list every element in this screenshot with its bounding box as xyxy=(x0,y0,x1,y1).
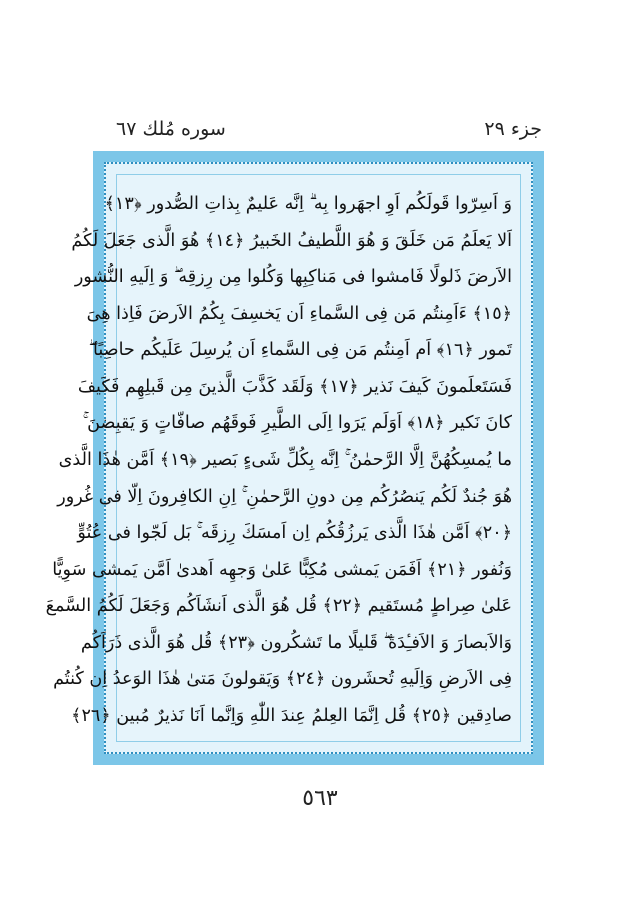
header-surah: سوره مُلك ٦٧ xyxy=(116,118,226,140)
verse-line: هُوَ جُندٌ لَكُم يَنصُرُكُم مِن دونِ الرَّحمٰنِ ۚ اِنِ الكافِرونَ اِلّا فى غُرور xyxy=(57,486,512,507)
verse-line: فَسَتَعلَمونَ كَيفَ نَذير ﴿١٧﴾ وَلَقَد كَذَّبَ الَّذينَ مِن قَبلِهِم فَكَيفَ xyxy=(77,376,512,397)
verse-line: تَمور ﴿١٦﴾ اَم اَمِنتُم مَن فِى السَّماءِ اَن يُرسِلَ عَلَيكُم حاصِبًا ۖ xyxy=(88,340,512,361)
verse-line: وَنُفور ﴿٢١﴾ اَفَمَن يَمشى مُكِبًّا عَلىٰ وَجهِه اَهدىٰ اَمَّن يَمشى سَوِيًّا xyxy=(52,559,512,580)
verse-line: كانَ نَكير ﴿١٨﴾ اَوَلَم يَرَوا اِلَى الطَّيرِ فَوقَهُم صافّاتٍ وَ يَقبِضنَ ۚ xyxy=(82,413,512,434)
verse-line: اَلا يَعلَمُ مَن خَلَقَ وَ هُوَ اللَّطيفُ الخَبيرُ ﴿١٤﴾ هُوَ الَّذى جَعَلَ لَكُمُ xyxy=(71,230,512,251)
header-juz: جزء ٢٩ xyxy=(484,118,542,140)
page-number: ٥٦٣ xyxy=(302,786,338,811)
decorative-frame xyxy=(45,151,544,765)
verse-line: وَالاَبصارَ وَ الاَفـِٔدَةَ ۖ قَليلًا ما تَشكُرون ﴿٢٣﴾ قُل هُوَ الَّذى ذَرَاَكُم xyxy=(80,632,512,653)
verse-line: صادِقين ﴿٢٥﴾ قُل اِنَّمَا العِلمُ عِندَ اللّٰهِ وَاِنَّما اَنَا نَذيرٌ مُبين ﴿٢٦﴾ xyxy=(71,705,512,726)
verse-line: ﴿٢٠﴾ اَمَّن هٰذَا الَّذى يَرزُقُكُم اِن اَمسَكَ رِزقَه ۚ بَل لَجّوا فى عُتُوٍّ xyxy=(77,523,512,544)
verse-line: ما يُمسِكُهُنَّ اِلَّا الرَّحمٰنُ ۚ اِنَّه بِكُلِّ شَىءٍ بَصير ﴿١٩﴾ اَمَّن هٰذَا الَّذى xyxy=(58,449,512,470)
verse-line: الاَرضَ ذَلولًا فَامشوا فى مَناكِبِها وَكُلوا مِن رِزقِه ۖ وَ اِلَيهِ النُّشور xyxy=(74,267,512,288)
verse-line: وَ اَسِرّوا قَولَكُم اَوِ اجهَروا بِه ۗ اِنَّه عَليمٌ بِذاتِ الصُّدور ﴿١٣﴾ xyxy=(104,194,512,214)
verse-lines xyxy=(45,189,512,731)
verse-line: ﴿١٥﴾ ءَاَمِنتُم مَن فِى السَّماءِ اَن يَخسِفَ بِكُمُ الاَرضَ فَاِذا هِىَ xyxy=(86,303,512,324)
verse-line: فِى الاَرضِ وَاِلَيهِ تُحشَرون ﴿٢٤﴾ وَيَقولونَ مَتىٰ هٰذَا الوَعدُ اِن كُنتُم xyxy=(53,669,512,690)
verse-line: عَلىٰ صِراطٍ مُستَقيم ﴿٢٢﴾ قُل هُوَ الَّذى اَنشَاَكُم وَجَعَلَ لَكُمُ السَّمعَ xyxy=(45,596,512,617)
text-panel xyxy=(45,174,521,742)
